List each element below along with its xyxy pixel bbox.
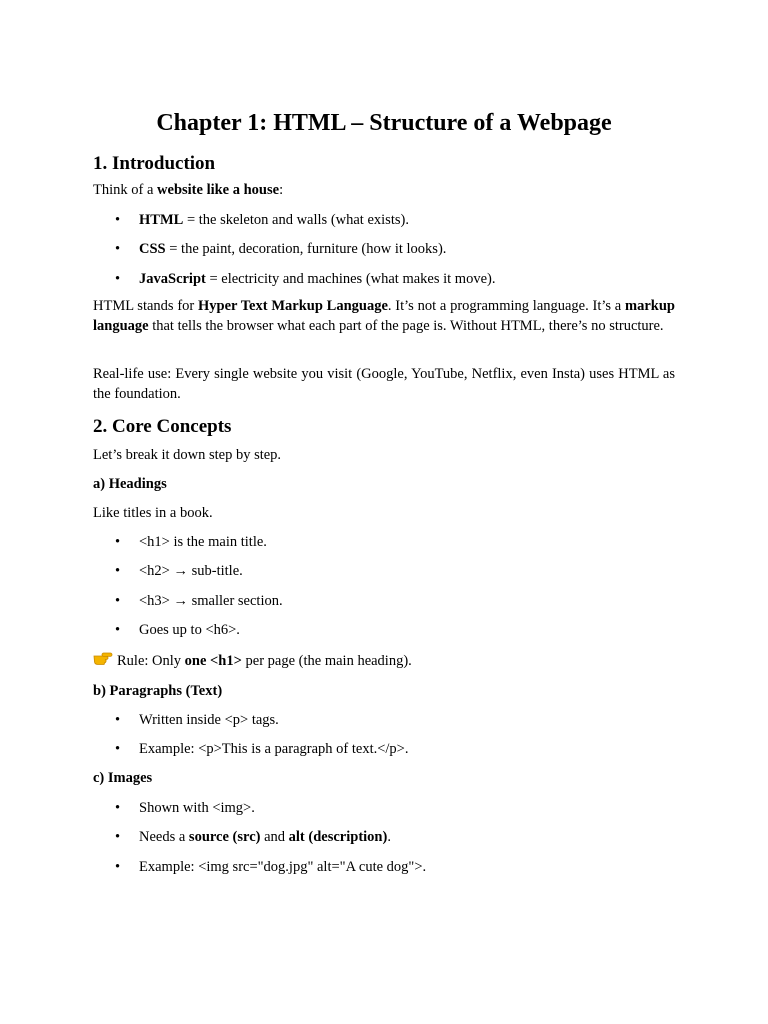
pointing-hand-icon [93,651,113,671]
intro-paragraph-html-definition: HTML stands for Hyper Text Markup Language. It’s not a programming language. It’s a markup language that tells the browser what each part of the page is. Without HTML, there’s no structure. [93,298,675,334]
bullet-icon: • [115,829,121,846]
bullet-icon: • [115,534,121,550]
intro-paragraph-real-life: Real-life use: Every single website you visit (Google, YouTube, Netflix, even Insta) uses HTML as the foundation. [93,366,675,402]
bullet-icon: • [115,241,121,258]
headings-bullet-list [93,532,675,649]
subheading-paragraphs: b) Paragraphs (Text) [93,683,223,699]
list-item: • Shown with <img>. [115,800,255,816]
bullet-icon: • [115,212,121,228]
list-item: • HTML = the skeleton and walls (what exists). [115,212,409,228]
list-item: • <h3> → smaller section. [115,592,283,609]
bullet-icon: • [115,563,121,580]
headings-rule-note: Rule: Only one <h1> per page (the main heading). [93,651,675,671]
bullet-icon: • [115,741,121,758]
core-lead: Let’s break it down step by step. [93,447,282,463]
list-item: • Written inside <p> tags. [115,712,279,728]
list-item: • Example: <img src="dog.jpg" alt="A cute dog">. [115,858,427,875]
headings-lead: Like titles in a book. [93,505,213,521]
intro-bullet-list [93,210,675,298]
section-heading-introduction: 1. Introduction [93,153,216,174]
bullet-icon: • [115,621,121,638]
list-item: • JavaScript = electricity and machines (what makes it move). [115,270,496,287]
list-item: • <h2> → sub-title. [115,563,243,580]
subheading-images: c) Images [93,770,153,786]
list-item: • Needs a source (src) and alt (description). [115,829,391,846]
intro-lead: Think of a website like a house: [93,182,284,198]
subheading-headings: a) Headings [93,476,167,492]
list-item: • Goes up to <h6>. [115,621,240,638]
bullet-icon: • [115,592,121,609]
bullet-icon: • [115,858,121,875]
list-item: • CSS = the paint, decoration, furniture (how it looks). [115,241,447,258]
page-title: Chapter 1: HTML – Structure of a Webpage [156,110,612,136]
list-item: • Example: <p>This is a paragraph of text.</p>. [115,741,409,758]
bullet-icon: • [115,270,121,287]
paragraphs-bullet-list [93,710,675,769]
images-bullet-list [93,798,675,886]
bullet-icon: • [115,712,121,728]
bullet-icon: • [115,800,121,816]
list-item: • <h1> is the main title. [115,534,267,550]
section-heading-core-concepts: 2. Core Concepts [93,416,232,437]
intro-lead-emphasis: website like a house [157,182,280,198]
